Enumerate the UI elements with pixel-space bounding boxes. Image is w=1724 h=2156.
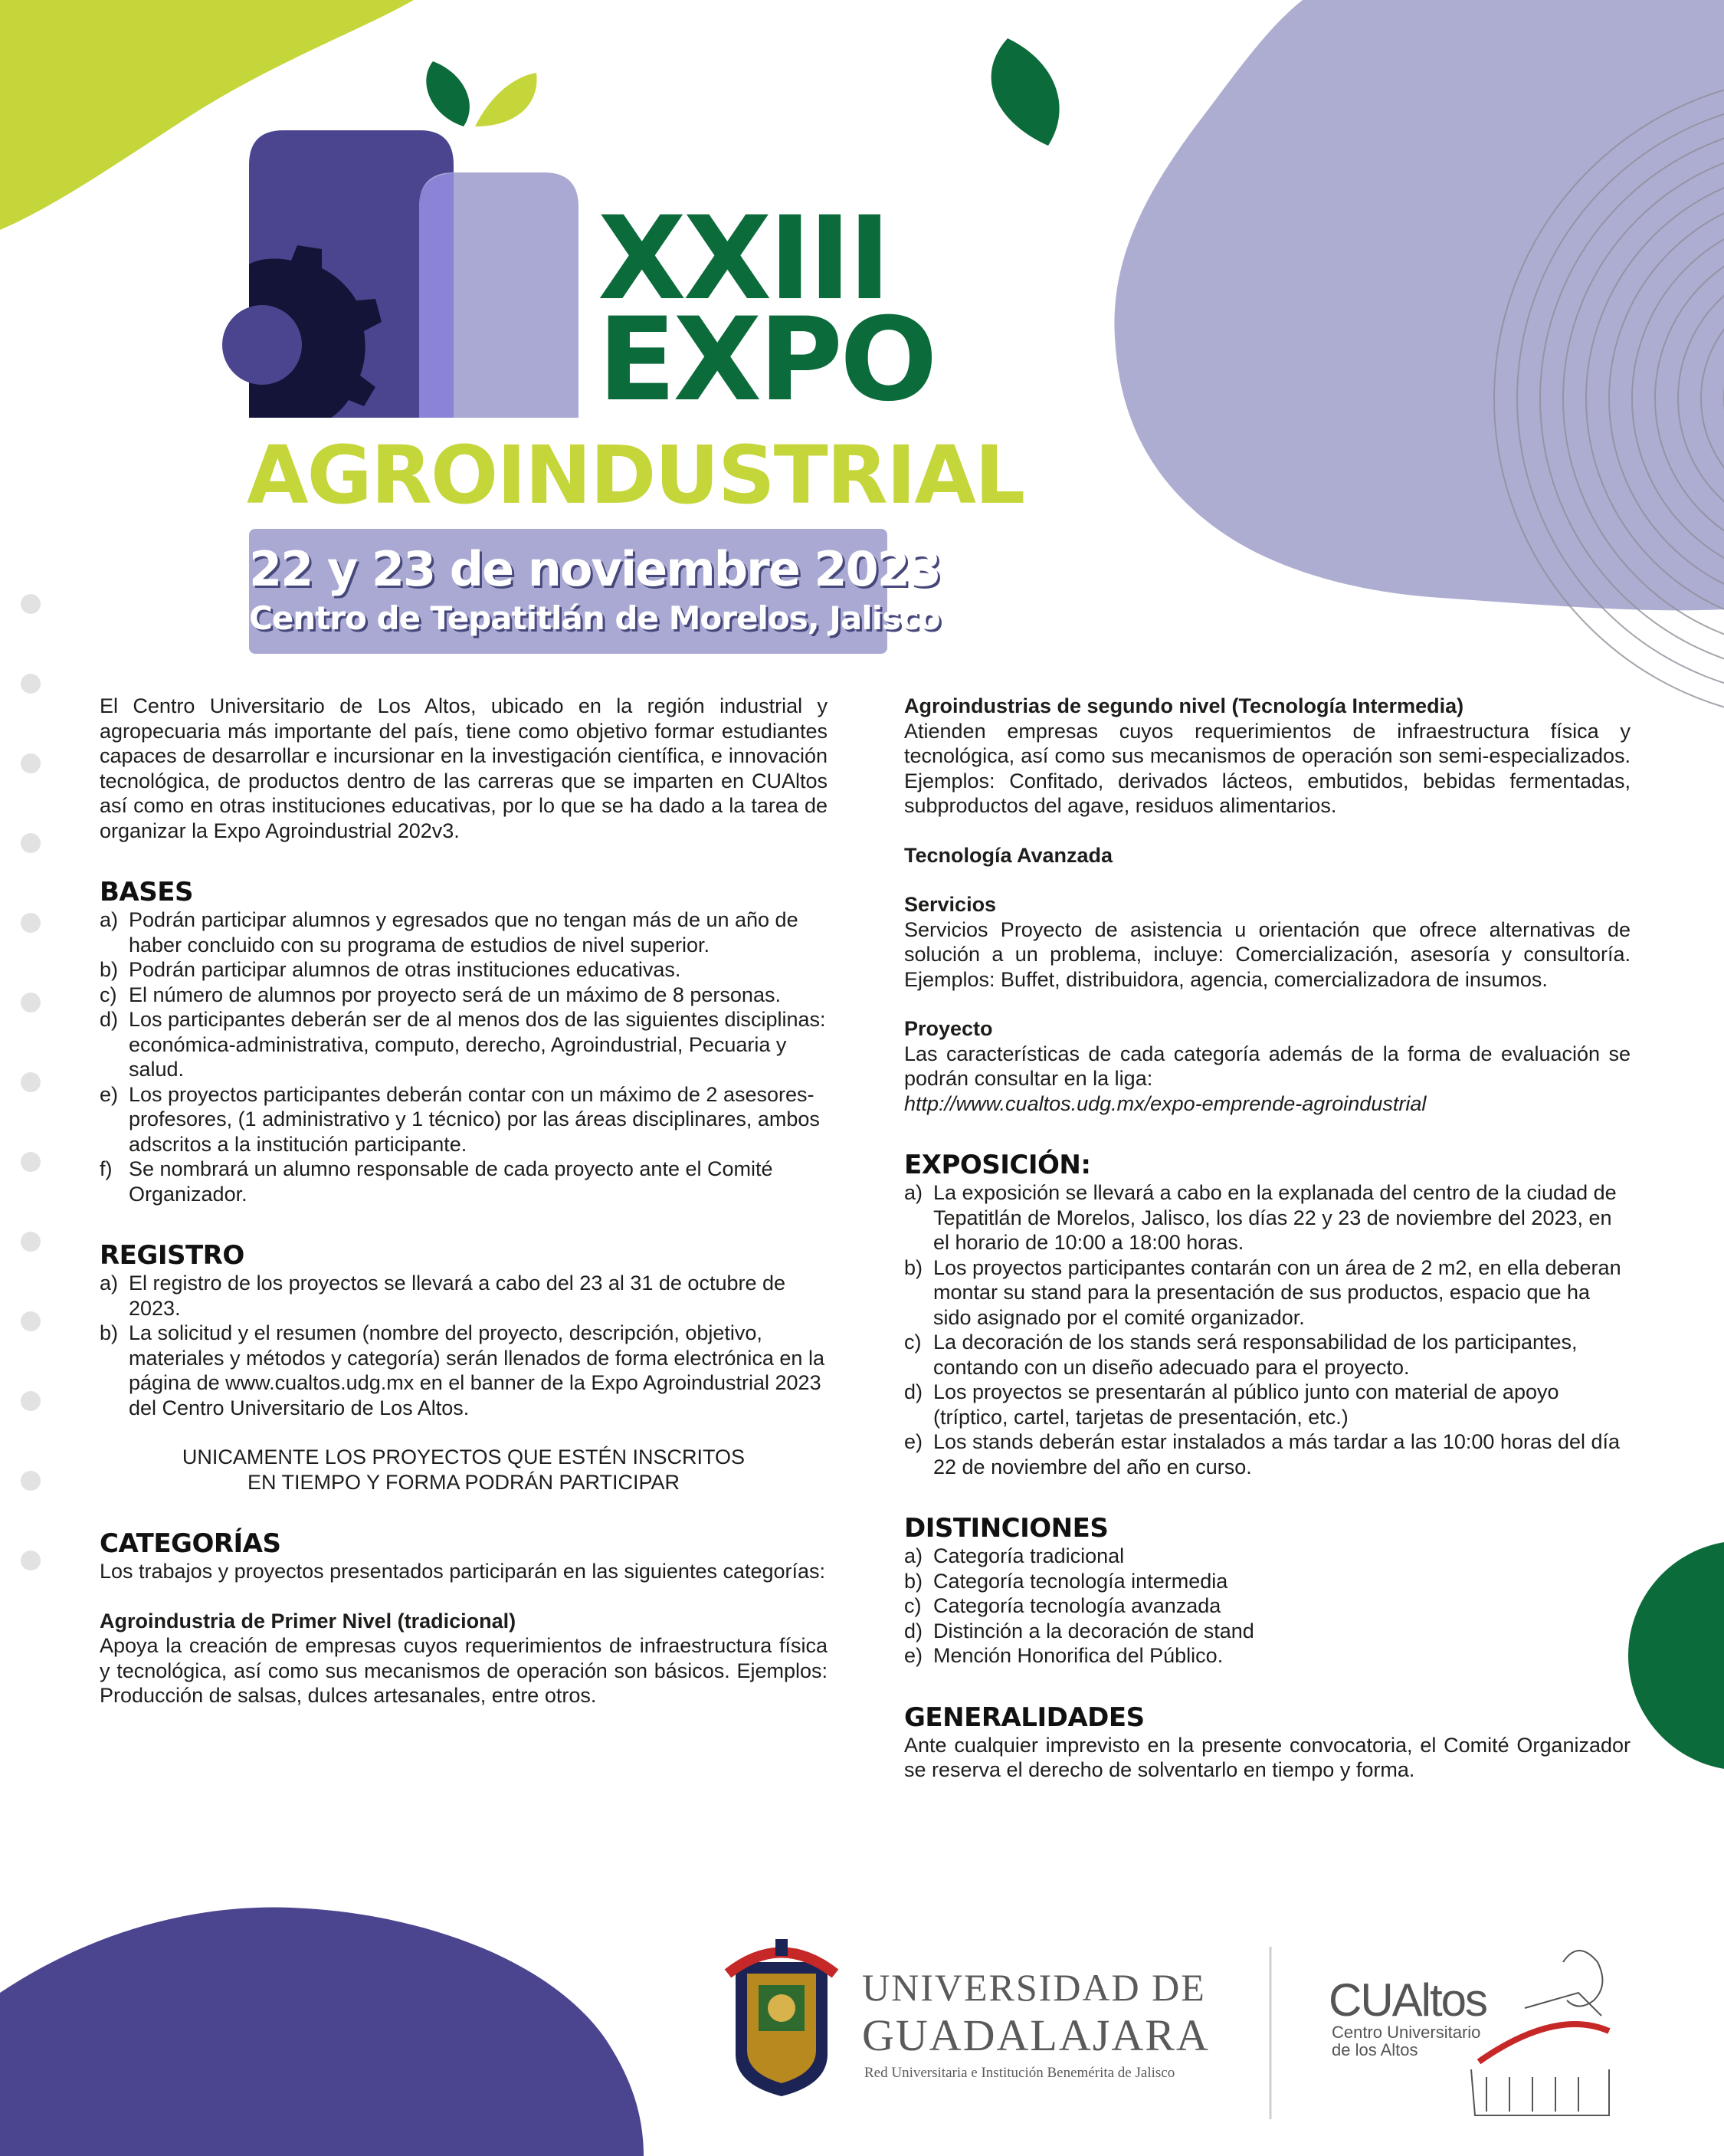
primer-nivel-text: Apoya la creación de empresas cuyos requerimientos de infraestructura física y tecnológica, así como sus mecanismos de operación son básicos. Ejemplos: Producción de salsas, dulces artesanales, entre otros.: [100, 1634, 828, 1707]
distinciones-list: [904, 1544, 1631, 1669]
green-circle-right: [1628, 1541, 1724, 1770]
title-agroindustrial: AGROINDUSTRIAL: [247, 428, 1024, 522]
list-item: c) El número de alumnos por proyecto será de un máximo de 8 personas.: [100, 983, 781, 1006]
bases-heading: BASES: [100, 877, 193, 907]
cualtos-drawing-icon: [1471, 1951, 1609, 2115]
udg-name-line2: GUADALAJARA: [862, 2010, 1210, 2060]
left-column: [100, 694, 828, 1708]
cualtos-name: CUAltos: [1329, 1974, 1487, 2026]
registro-list: [100, 1271, 828, 1420]
exposicion-heading: EXPOSICIÓN:: [904, 1150, 1091, 1180]
list-item: d) Los participantes deberán ser de al menos dos de las siguientes disciplinas: económica-administrativa, computo, derecho, Agroindustrial, Pecuaria y salud.: [100, 1008, 826, 1081]
generalidades-heading: GENERALIDADES: [904, 1702, 1145, 1733]
expo-logo-icon: [222, 61, 578, 418]
date-banner: [249, 529, 940, 654]
categorias-intro: Los trabajos y proyectos presentados participarán en las siguientes categorías:: [100, 1560, 826, 1583]
left-dots: [21, 594, 41, 1570]
title-xxiii: XXIII: [598, 192, 888, 326]
exposicion-list: [904, 1180, 1631, 1479]
registro-notice-2: EN TIEMPO Y FORMA PODRÁN PARTICIPAR: [247, 1470, 680, 1494]
lavender-blob: [1114, 0, 1724, 610]
udg-tagline: Red Universitaria e Institución Benemérita de Jalisco: [864, 2065, 1175, 2081]
list-item: a) Categoría tradicional: [904, 1544, 1125, 1567]
event-place: Centro de Tepatitlán de Morelos, Jalisco: [249, 599, 940, 637]
list-item: d) Distinción a la decoración de stand: [904, 1619, 1254, 1642]
list-item: b) La solicitud y el resumen (nombre del proyecto, descripción, objetivo, materiales y métodos y categoría) serán llenados de forma electrónica en la página de www.cualtos.udg.mx en el banner de la Expo Agroindustrial 2023 del Centro Universitario de Los Altos.: [100, 1321, 824, 1419]
proyecto-title: Proyecto: [904, 1017, 993, 1040]
registro-heading: REGISTRO: [100, 1240, 244, 1271]
bases-list: [100, 907, 828, 1206]
event-date: 22 y 23 de noviembre 2023: [249, 541, 940, 597]
list-item: a) Podrán participar alumnos y egresados que no tengan más de un año de haber concluido con su programa de estudios de nivel superior.: [100, 908, 798, 957]
list-item: b) Los proyectos participantes contarán con un área de 2 m2, en ella deberan montar su stand para la presentación de sus productos, espacio que ha sido asignado por el comité organizador.: [904, 1255, 1621, 1329]
segundo-nivel-text: Atienden empresas cuyos requerimientos de infraestructura física y tecnológica, así como sus mecanismos de operación son semi-especializados. Ejemplos: Confitado, derivados lácteos, embutidos, bebidas fermentadas, subproductos del agave, residuos alimentarios.: [904, 719, 1631, 817]
list-item: d) Los proyectos se presentarán al público junto con material de apoyo (tríptico, cartel, tarjetas de presentación, etc.): [904, 1380, 1559, 1429]
udg-seal-icon: [728, 1939, 835, 2096]
list-item: a) La exposición se llevará a cabo en la explanada del centro de la ciudad de Tepatitlán de Morelos, Jalisco, los días 22 y 23 de noviembre del 2023, en el horario de 10:00 a 18:00 horas.: [904, 1181, 1617, 1254]
list-item: e) Los stands deberán estar instalados a más tardar a las 10:00 horas del día 22 de noviembre del año en curso.: [904, 1430, 1621, 1478]
list-item: e) Mención Honorifica del Público.: [904, 1644, 1224, 1667]
avanzada-title: Tecnología Avanzada: [904, 843, 1113, 867]
distinciones-heading: DISTINCIONES: [904, 1513, 1109, 1544]
list-item: c) La decoración de los stands será responsabilidad de los participantes, contando con un diseño adecuado para el proyecto.: [904, 1331, 1578, 1379]
intro-paragraph: El Centro Universitario de Los Altos, ubicado en la región industrial y agropecuaria más importante del país, tiene como objetivo formar estudiantes capaces de desarrollar e incursionar en la investigación científica, e innovación tecnológica, de productos dentro de las carreras que se imparten en CUAltos así como en otras instituciones educativas, por lo que se ha dado a la tarea de organizar la Expo Agroindustrial 202v3.: [100, 694, 828, 842]
cualtos-line2: de los Altos: [1332, 2040, 1418, 2059]
list-item: c) Categoría tecnología avanzada: [904, 1594, 1221, 1617]
right-column: [904, 694, 1631, 1783]
list-item: f) Se nombrará un alumno responsable de cada proyecto ante el Comité Organizador.: [100, 1157, 773, 1206]
purple-blob: [0, 1907, 644, 2156]
list-item: e) Los proyectos participantes deberán contar con un máximo de 2 asesores-profesores, (1 administrativo y 1 técnico) por las áreas disciplinares, ambos adscritos a la institución participante.: [100, 1082, 820, 1156]
servicios-title: Servicios: [904, 893, 997, 916]
cualtos-line1: Centro Universitario: [1332, 2023, 1481, 2042]
list-item: b) Categoría tecnología intermedia: [904, 1569, 1228, 1593]
list-item: a) El registro de los proyectos se llevará a cabo del 23 al 31 de octubre de 2023.: [100, 1272, 786, 1320]
primer-nivel-title: Agroindustria de Primer Nivel (tradicional): [100, 1609, 516, 1633]
title-expo: EXPO: [598, 294, 935, 427]
proyecto-url[interactable]: http://www.cualtos.udg.mx/expo-emprende-agroindustrial: [904, 1091, 1427, 1115]
categorias-heading: CATEGORÍAS: [100, 1528, 281, 1559]
segundo-nivel-title: Agroindustrias de segundo nivel (Tecnología Intermedia): [904, 694, 1464, 717]
generalidades-text: Ante cualquier imprevisto en la presente convocatoria, el Comité Organizador se reserva el derecho de solventarlo en tiempo y forma.: [904, 1733, 1631, 1781]
udg-name-line1: UNIVERSIDAD DE: [862, 1966, 1206, 2009]
registro-notice-1: UNICAMENTE LOS PROYECTOS QUE ESTÉN INSCRITOS: [182, 1446, 746, 1469]
proyecto-text: Las características de cada categoría además de la forma de evaluación se podrán consultar en la liga:: [904, 1042, 1631, 1090]
list-item: b) Podrán participar alumnos de otras instituciones educativas.: [100, 958, 681, 981]
servicios-text: Servicios Proyecto de asistencia u orientación que ofrece alternativas de solución a un problema, incluye: Comercialización, asesoría y consultoría. Ejemplos: Buffet, distribuidora, agencia, comercializadora de insumos.: [904, 917, 1631, 991]
green-leaf-top: [991, 38, 1060, 146]
